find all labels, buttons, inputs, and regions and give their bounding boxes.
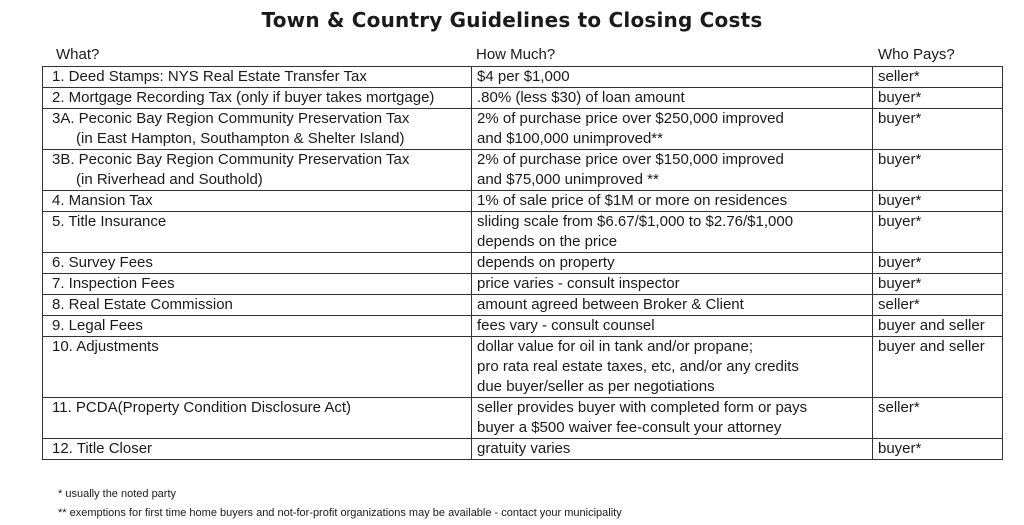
footnote-usual-party: * usually the noted party (58, 488, 177, 500)
item-cell (43, 67, 472, 88)
item-cell-line: 5. Title Insurance (52, 213, 167, 230)
payer-cell (873, 398, 1003, 439)
amount-cell (472, 150, 873, 191)
item-cell (43, 337, 472, 398)
payer-cell-line: buyer* (878, 110, 922, 127)
payer-cell-line: buyer* (878, 213, 922, 230)
item-cell (43, 88, 472, 109)
amount-cell-line: 2% of purchase price over $150,000 improved (477, 151, 784, 168)
amount-cell-line: and $100,000 unimproved** (477, 130, 663, 147)
item-cell-line: 2. Mortgage Recording Tax (only if buyer takes mortgage) (52, 89, 435, 106)
payer-cell (873, 191, 1003, 212)
column-header-how-much: How Much? (476, 46, 556, 63)
payer-cell-line: buyer* (878, 89, 922, 106)
payer-cell-line: buyer* (878, 440, 922, 457)
item-cell-line: (in Riverhead and Southold) (76, 171, 263, 188)
amount-cell-line: dollar value for oil in tank and/or propane; (477, 338, 754, 355)
payer-cell-line: buyer and seller (878, 338, 985, 355)
table-row (43, 274, 1003, 295)
amount-cell (472, 398, 873, 439)
item-cell (43, 274, 472, 295)
amount-cell-line: .80% (less $30) of loan amount (477, 89, 685, 106)
item-cell-line: 4. Mansion Tax (52, 192, 153, 209)
column-header-who-pays: Who Pays? (878, 46, 955, 63)
payer-cell-line: seller* (878, 399, 920, 416)
payer-cell (873, 88, 1003, 109)
amount-cell-line: due buyer/seller as per negotiations (477, 378, 715, 395)
page-title: Town & Country Guidelines to Closing Costs (261, 8, 763, 32)
table-row (43, 439, 1003, 460)
item-cell-line: 1. Deed Stamps: NYS Real Estate Transfer Tax (52, 68, 367, 85)
item-cell (43, 253, 472, 274)
payer-cell-line: buyer* (878, 275, 922, 292)
amount-cell (472, 88, 873, 109)
closing-costs-table (42, 66, 1003, 460)
amount-cell (472, 67, 873, 88)
payer-cell (873, 253, 1003, 274)
amount-cell-line: gratuity varies (477, 440, 571, 457)
column-header-what: What? (56, 46, 100, 63)
table-row (43, 253, 1003, 274)
item-cell (43, 439, 472, 460)
item-cell-line: 3B. Peconic Bay Region Community Preservation Tax (52, 151, 410, 168)
table-row (43, 212, 1003, 253)
table-row (43, 337, 1003, 398)
amount-cell-line: fees vary - consult counsel (477, 317, 655, 334)
payer-cell-line: buyer* (878, 151, 922, 168)
payer-cell-line: buyer and seller (878, 317, 985, 334)
amount-cell-line: and $75,000 unimproved ** (477, 171, 659, 188)
payer-cell (873, 316, 1003, 337)
item-cell (43, 398, 472, 439)
item-cell-line: (in East Hampton, Southampton & Shelter Island) (76, 130, 405, 147)
amount-cell (472, 295, 873, 316)
payer-cell-line: seller* (878, 296, 920, 313)
footnote-exemptions: ** exemptions for first time home buyers and not-for-profit organizations may be available - contact your municipality (58, 507, 622, 519)
amount-cell (472, 253, 873, 274)
amount-cell-line: price varies - consult inspector (477, 275, 680, 292)
amount-cell-line: depends on the price (477, 233, 618, 250)
item-cell-line: 6. Survey Fees (52, 254, 153, 271)
item-cell (43, 316, 472, 337)
table-row (43, 398, 1003, 439)
item-cell-line: 3A. Peconic Bay Region Community Preservation Tax (52, 110, 410, 127)
table-row (43, 67, 1003, 88)
payer-cell (873, 337, 1003, 398)
item-cell-line: 7. Inspection Fees (52, 275, 175, 292)
amount-cell-line: sliding scale from $6.67/$1,000 to $2.76/$1,000 (477, 213, 794, 230)
amount-cell-line: pro rata real estate taxes, etc, and/or any credits (477, 358, 799, 375)
item-cell-line: 8. Real Estate Commission (52, 296, 233, 313)
amount-cell-line: depends on property (477, 254, 615, 271)
table-row (43, 88, 1003, 109)
table-row (43, 109, 1003, 150)
payer-cell (873, 212, 1003, 253)
item-cell (43, 295, 472, 316)
payer-cell-line: buyer* (878, 192, 922, 209)
amount-cell-line: 2% of purchase price over $250,000 improved (477, 110, 784, 127)
item-cell (43, 191, 472, 212)
amount-cell-line: buyer a $500 waiver fee-consult your attorney (477, 419, 782, 436)
amount-cell (472, 191, 873, 212)
item-cell (43, 212, 472, 253)
amount-cell (472, 337, 873, 398)
item-cell (43, 109, 472, 150)
table-row (43, 150, 1003, 191)
payer-cell-line: buyer* (878, 254, 922, 271)
payer-cell (873, 109, 1003, 150)
item-cell (43, 150, 472, 191)
amount-cell (472, 109, 873, 150)
payer-cell (873, 274, 1003, 295)
item-cell-line: 9. Legal Fees (52, 317, 143, 334)
amount-cell-line: 1% of sale price of $1M or more on residences (477, 192, 788, 209)
amount-cell (472, 274, 873, 295)
item-cell-line: 10. Adjustments (52, 338, 159, 355)
amount-cell (472, 212, 873, 253)
item-cell-line: 11. PCDA(Property Condition Disclosure Act) (52, 399, 352, 416)
amount-cell-line: amount agreed between Broker & Client (477, 296, 744, 313)
table-row (43, 316, 1003, 337)
table-row (43, 191, 1003, 212)
table-row (43, 295, 1003, 316)
payer-cell-line: seller* (878, 68, 920, 85)
payer-cell (873, 67, 1003, 88)
payer-cell (873, 439, 1003, 460)
amount-cell (472, 439, 873, 460)
payer-cell (873, 295, 1003, 316)
item-cell-line: 12. Title Closer (52, 440, 153, 457)
amount-cell (472, 316, 873, 337)
payer-cell (873, 150, 1003, 191)
amount-cell-line: seller provides buyer with completed form or pays (477, 399, 808, 416)
amount-cell-line: $4 per $1,000 (477, 68, 570, 85)
